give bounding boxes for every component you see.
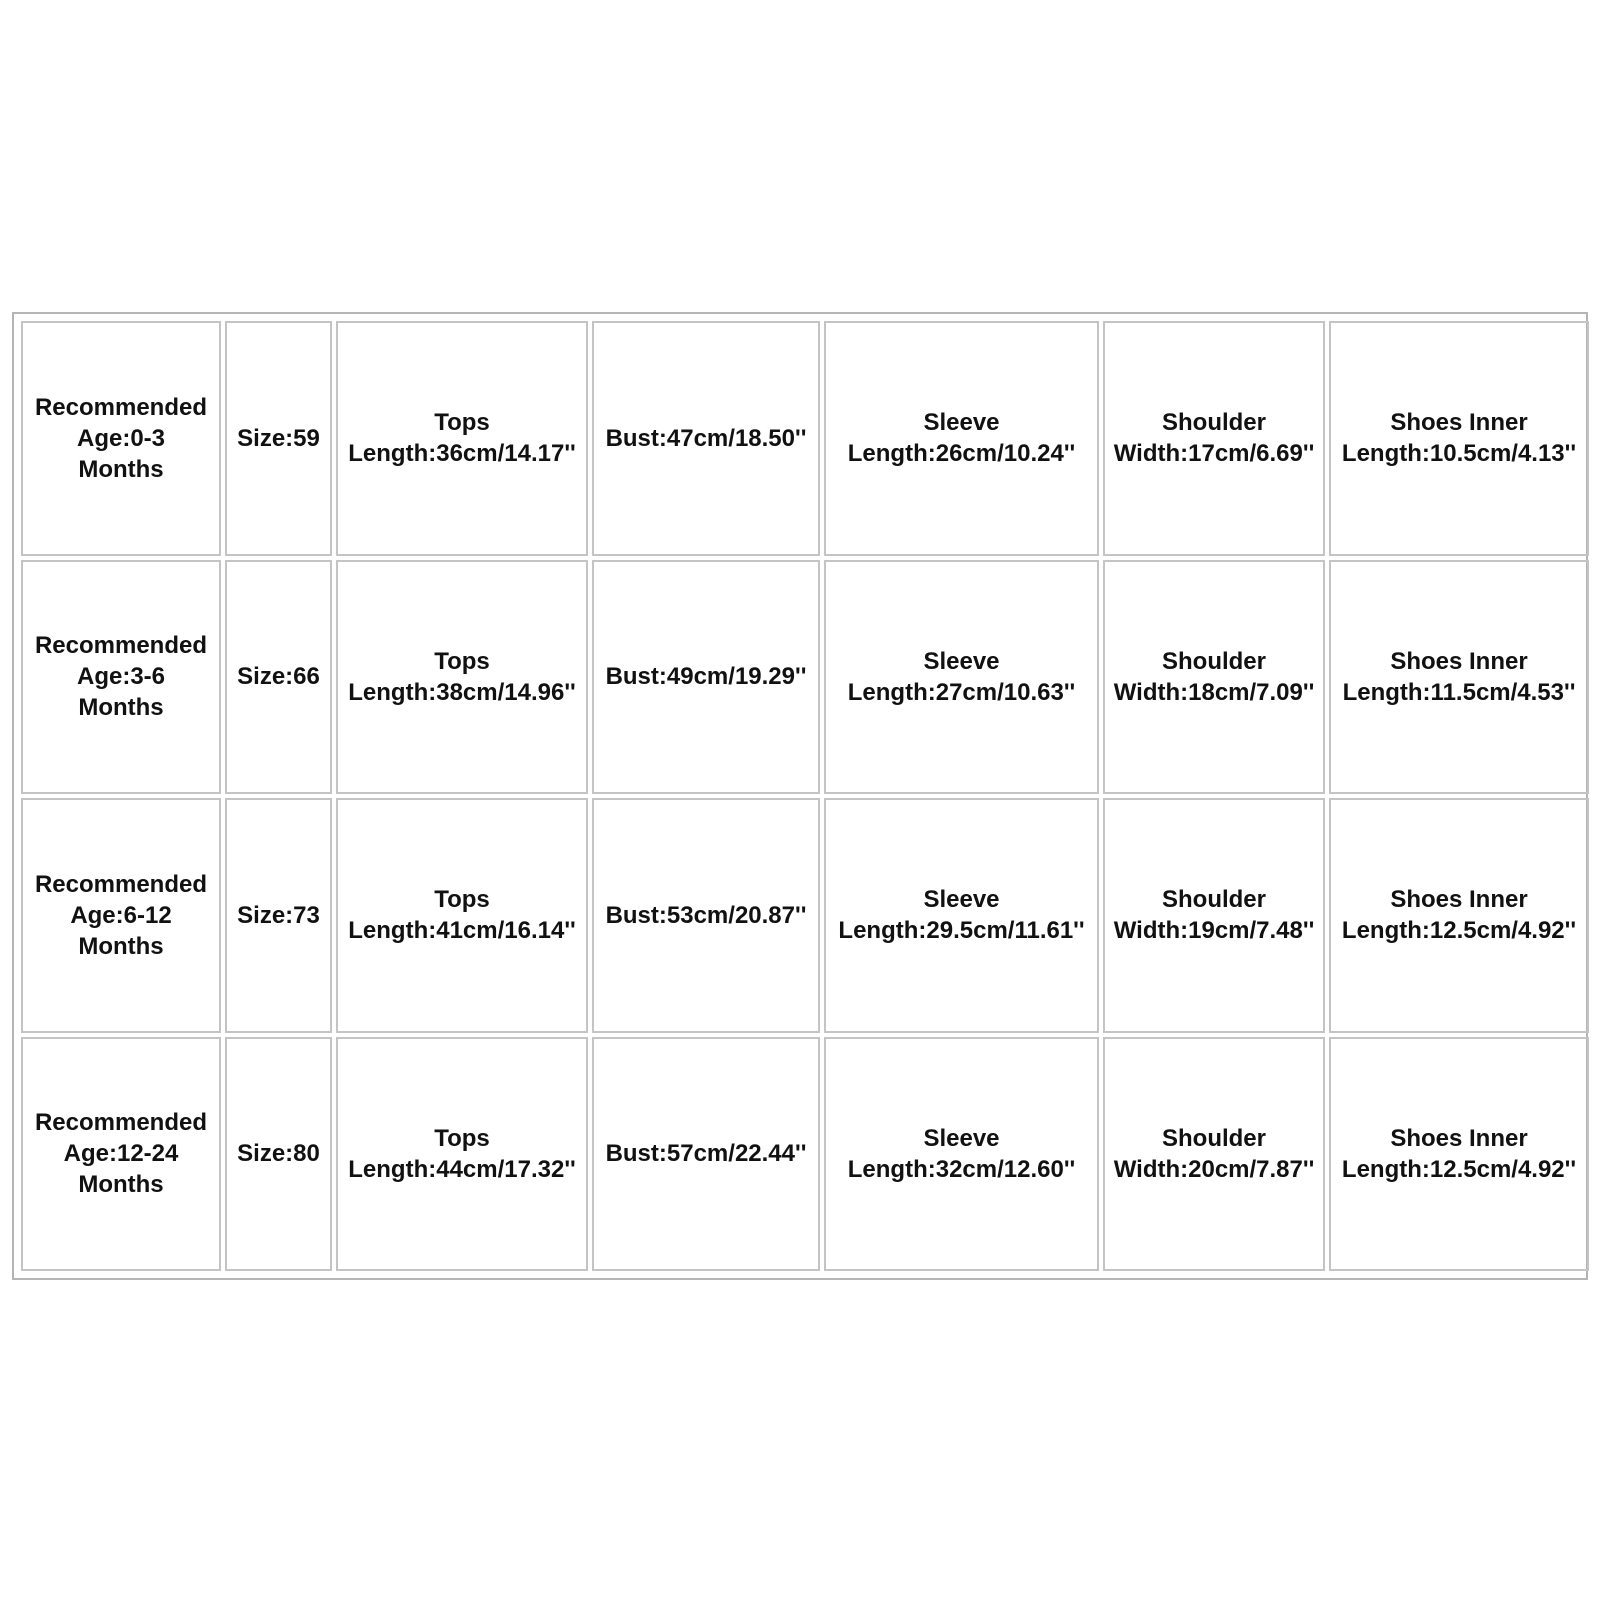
age-cell: Recommended Age:0-3 Months	[21, 321, 221, 556]
size-cell: Size:59	[225, 321, 332, 556]
sleeve-length-cell: Sleeve Length:26cm/10.24''	[824, 321, 1099, 556]
shoulder-width-cell: Shoulder Width:20cm/7.87''	[1103, 1037, 1325, 1272]
table-row	[21, 560, 1589, 795]
tops-length-cell: Tops Length:36cm/14.17''	[336, 321, 588, 556]
shoulder-width-cell: Shoulder Width:17cm/6.69''	[1103, 321, 1325, 556]
shoes-inner-length-cell: Shoes Inner Length:11.5cm/4.53''	[1329, 560, 1589, 795]
age-cell: Recommended Age:6-12 Months	[21, 798, 221, 1033]
bust-cell: Bust:57cm/22.44''	[592, 1037, 820, 1272]
shoes-inner-length-cell: Shoes Inner Length:10.5cm/4.13''	[1329, 321, 1589, 556]
sleeve-length-cell: Sleeve Length:29.5cm/11.61''	[824, 798, 1099, 1033]
size-chart-grid	[17, 317, 1593, 1275]
sleeve-length-cell: Sleeve Length:32cm/12.60''	[824, 1037, 1099, 1272]
age-cell: Recommended Age:3-6 Months	[21, 560, 221, 795]
table-row	[21, 321, 1589, 556]
bust-cell: Bust:47cm/18.50''	[592, 321, 820, 556]
size-cell: Size:66	[225, 560, 332, 795]
tops-length-cell: Tops Length:44cm/17.32''	[336, 1037, 588, 1272]
shoes-inner-length-cell: Shoes Inner Length:12.5cm/4.92''	[1329, 1037, 1589, 1272]
shoulder-width-cell: Shoulder Width:19cm/7.48''	[1103, 798, 1325, 1033]
table-row	[21, 798, 1589, 1033]
shoulder-width-cell: Shoulder Width:18cm/7.09''	[1103, 560, 1325, 795]
size-chart-table	[12, 312, 1588, 1280]
sleeve-length-cell: Sleeve Length:27cm/10.63''	[824, 560, 1099, 795]
bust-cell: Bust:53cm/20.87''	[592, 798, 820, 1033]
tops-length-cell: Tops Length:41cm/16.14''	[336, 798, 588, 1033]
tops-length-cell: Tops Length:38cm/14.96''	[336, 560, 588, 795]
age-cell: Recommended Age:12-24 Months	[21, 1037, 221, 1272]
shoes-inner-length-cell: Shoes Inner Length:12.5cm/4.92''	[1329, 798, 1589, 1033]
table-row	[21, 1037, 1589, 1272]
bust-cell: Bust:49cm/19.29''	[592, 560, 820, 795]
size-cell: Size:73	[225, 798, 332, 1033]
size-cell: Size:80	[225, 1037, 332, 1272]
